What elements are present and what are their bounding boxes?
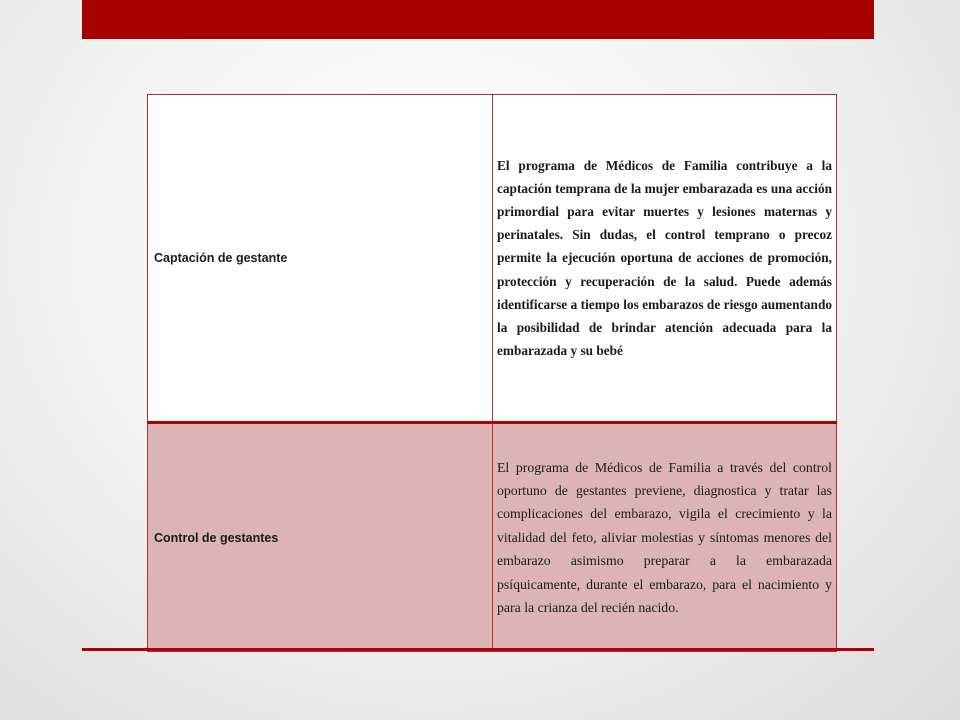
top-accent-bar [82,0,874,39]
content-table [147,94,837,652]
row-label: Captación de gestante [154,251,288,265]
table-row [148,95,837,423]
row-label: Control de gestantes [154,530,279,545]
row-label-cell [148,423,493,652]
bottom-accent-rule [82,648,874,651]
row-description: El programa de Médicos de Familia contribuye a la captación temprana de la mujer embarazada es una acción primordial para evitar muertes y lesiones maternas y perinatales. Sin dudas, el control temprano o precoz permite la ejecución oportuna de acciones de promoción, protección y recuperación de la salud. Puede además identificarse a tiempo los embarazos de riesgo aumentando la posibilidad de brindar atención adecuada para la embarazada y su bebé [497,157,832,359]
row-description-cell [493,423,837,652]
row-label-cell [148,95,493,423]
row-description: El programa de Médicos de Familia a través del control oportuno de gestantes previene, diagnostica y tratar las complicaciones del embarazo, vigila el crecimiento y la vitalidad del feto, aliviar molestias y síntomas menores del embarazo asimismo preparar a la embarazada psíquicamente, durante el embarazo, para el nacimiento y para la crianza del recién nacido. [497,459,832,616]
row-description-cell [493,95,837,423]
table-row [148,423,837,652]
